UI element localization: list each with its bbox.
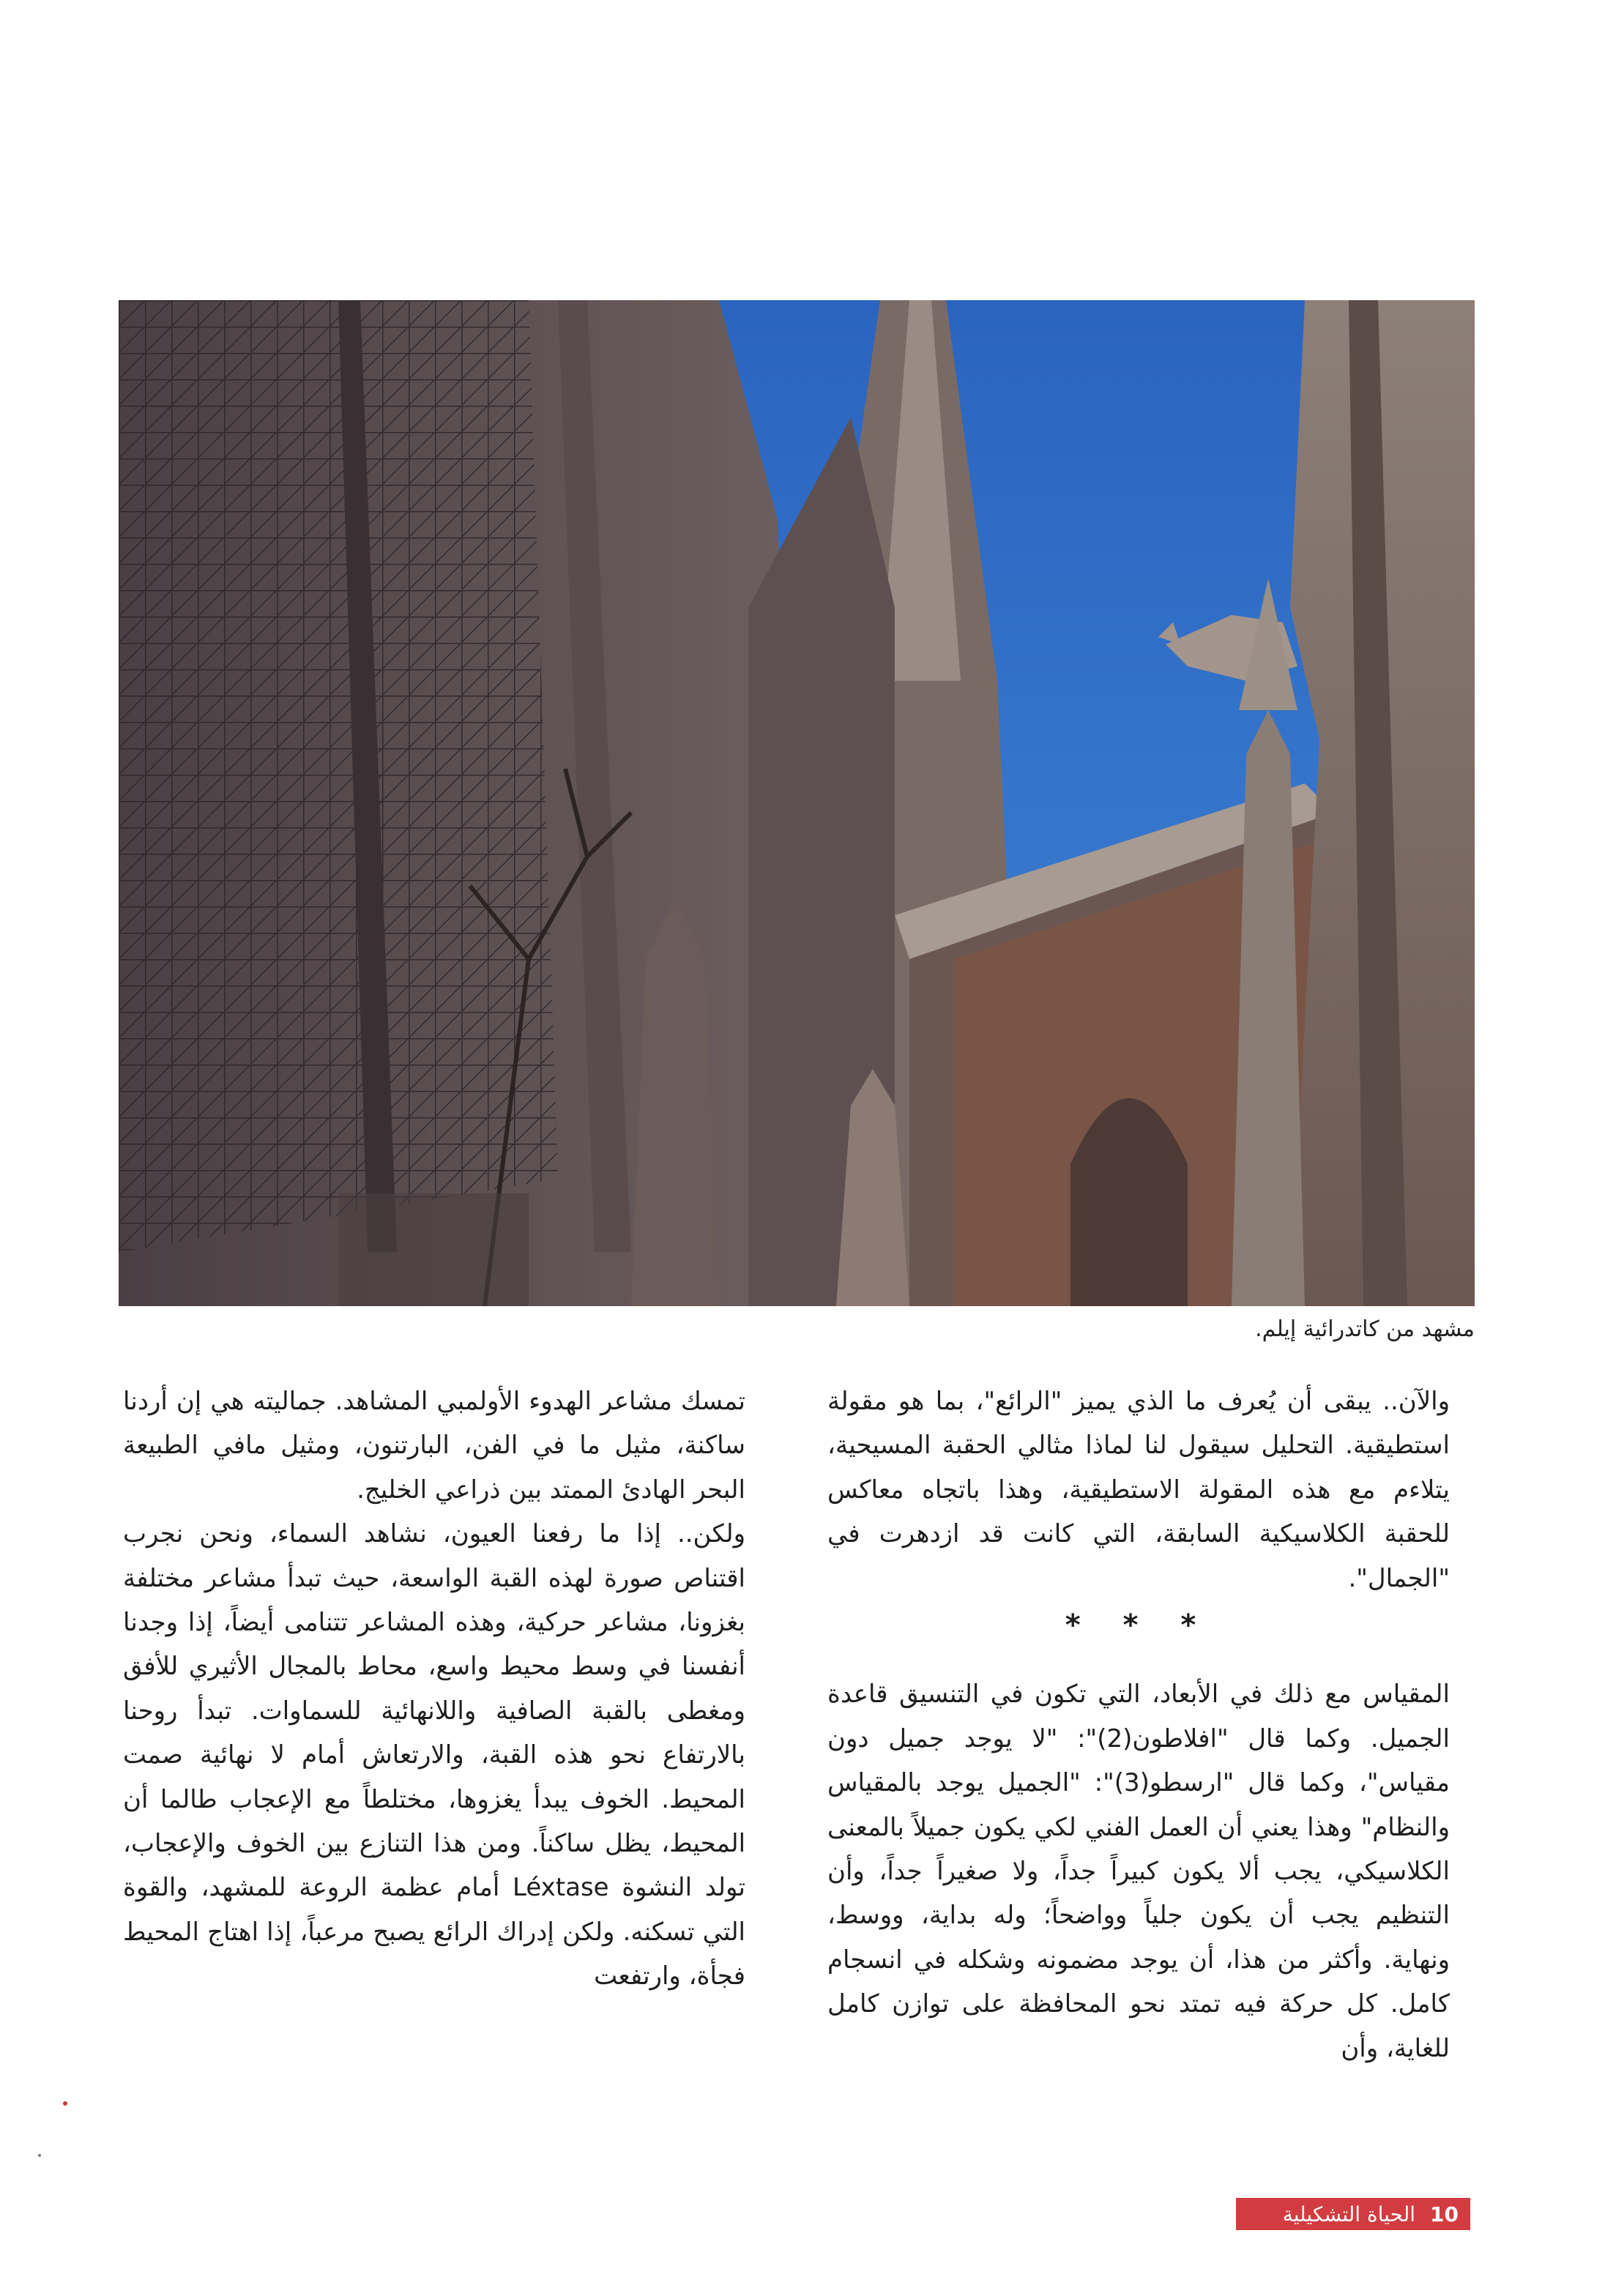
text-column-left — [123, 1379, 745, 1999]
print-mark — [63, 2101, 67, 2106]
paragraph-2 — [827, 1672, 1450, 2070]
line: الكلاسيكي، يجب ألا يكون كبيراً جداً، ولا صغيراً جداً، وأن — [827, 1857, 1450, 1887]
line: إدراك الرائع يصبح مرعباً، إذا اهتاج المحيط فجأة، وارتفعت — [123, 1917, 745, 1991]
line: يتلاءم مع هذه المقولة الاستطيقية، وهذا باتجاه معاكس للحقبة — [827, 1475, 1450, 1549]
line: الهادئ الممتد بين ذراعي الخليج. — [357, 1475, 686, 1505]
line: استطيقية. التحليل سيقول لنا لماذا مثالي الحقبة المسيحية، — [827, 1431, 1450, 1461]
line: الكلاسيكية السابقة، التي كانت قد ازدهرت في "الجمال". — [827, 1519, 1450, 1593]
line: الجميل. وكما قال "افلاطون(2)": "لا يوجد جميل دون — [827, 1723, 1450, 1753]
line: التنظيم يجب أن يكون جلياً وواضحاً؛ وله بداية، ووسط، ونهاية. — [827, 1901, 1450, 1975]
paragraph-1 — [827, 1379, 1450, 1600]
line: وأكثر من هذا، أن يوجد مضمونه وشكله في انسجام كامل. — [827, 1945, 1451, 2019]
line: بغزونا، مشاعر حركية، وهذه المشاعر تتنامى أيضاً، إذا وجدنا — [123, 1608, 745, 1638]
line: بالارتفاع نحو هذه القبة، والارتعاش أمام لا نهائية صمت المحيط. — [123, 1740, 745, 1814]
line: مقياس"، وكما قال "ارسطو(3)": "الجميل يوجد بالمقياس — [827, 1768, 1450, 1798]
section-separator: * * * — [1065, 1609, 1213, 1643]
line: اقتناص صورة لهذه القبة الواسعة، حيث تبدأ مشاعر مختلفة — [123, 1563, 745, 1593]
line: ولكن.. إذا ما رفعنا العيون، نشاهد السماء، ونحن نجرب — [123, 1519, 745, 1549]
line: المقياس مع ذلك في الأبعاد، التي تكون في التنسيق قاعدة — [827, 1680, 1450, 1710]
line: والآن.. يبقى أن يُعرف ما الذي يميز "الرائع"، بما هو مقولة — [827, 1387, 1450, 1416]
line: الخوف يبدأ يغزوها، مختلطاً مع الإعجاب طالما أن المحيط، — [123, 1784, 746, 1859]
page-number: 10 — [1430, 2202, 1459, 2226]
print-mark — [38, 2154, 41, 2157]
line: تمسك مشاعر الهدوء الأولمبي المشاهد. جماليته هي إن أردنا — [123, 1387, 745, 1416]
cathedral-photo — [119, 300, 1475, 1306]
line: يظل ساكناً. ومن هذا التنازع بين الخوف والإعجاب، تولد النشوة — [123, 1829, 745, 1903]
paragraph-3 — [123, 1379, 745, 1512]
text-column-right — [827, 1379, 1450, 2070]
paragraph-4 — [123, 1512, 745, 1998]
line: ساكنة، مثيل ما في الفن، البارتنون، ومثيل مافي الطبيعة البحر — [123, 1431, 745, 1505]
line: كل حركة فيه تمتد نحو المحافظة على توازن كامل للغاية، وأن — [827, 1989, 1450, 2063]
footer-bar — [1236, 2198, 1470, 2230]
line: أنفسنا في وسط محيط واسع، محاط بالمجال الأثيري للأفق — [123, 1652, 745, 1682]
magazine-name: الحياة التشكيلية — [1282, 2202, 1416, 2226]
cathedral-photo-icon — [119, 300, 1475, 1306]
line: ومغطى بالقبة الصافية واللانهائية للسماوات. تبدأ روحنا — [123, 1696, 745, 1726]
photo-caption: مشهد من كاتدرائية إيلم. — [1255, 1316, 1475, 1342]
line: والنظام" وهذا يعني أن العمل الفني لكي يكون جميلاً بالمعنى — [827, 1812, 1450, 1842]
line: Léxtase أمام عظمة الروعة للمشهد، والقوة التي تسكنه. ولكن — [123, 1873, 745, 1947]
